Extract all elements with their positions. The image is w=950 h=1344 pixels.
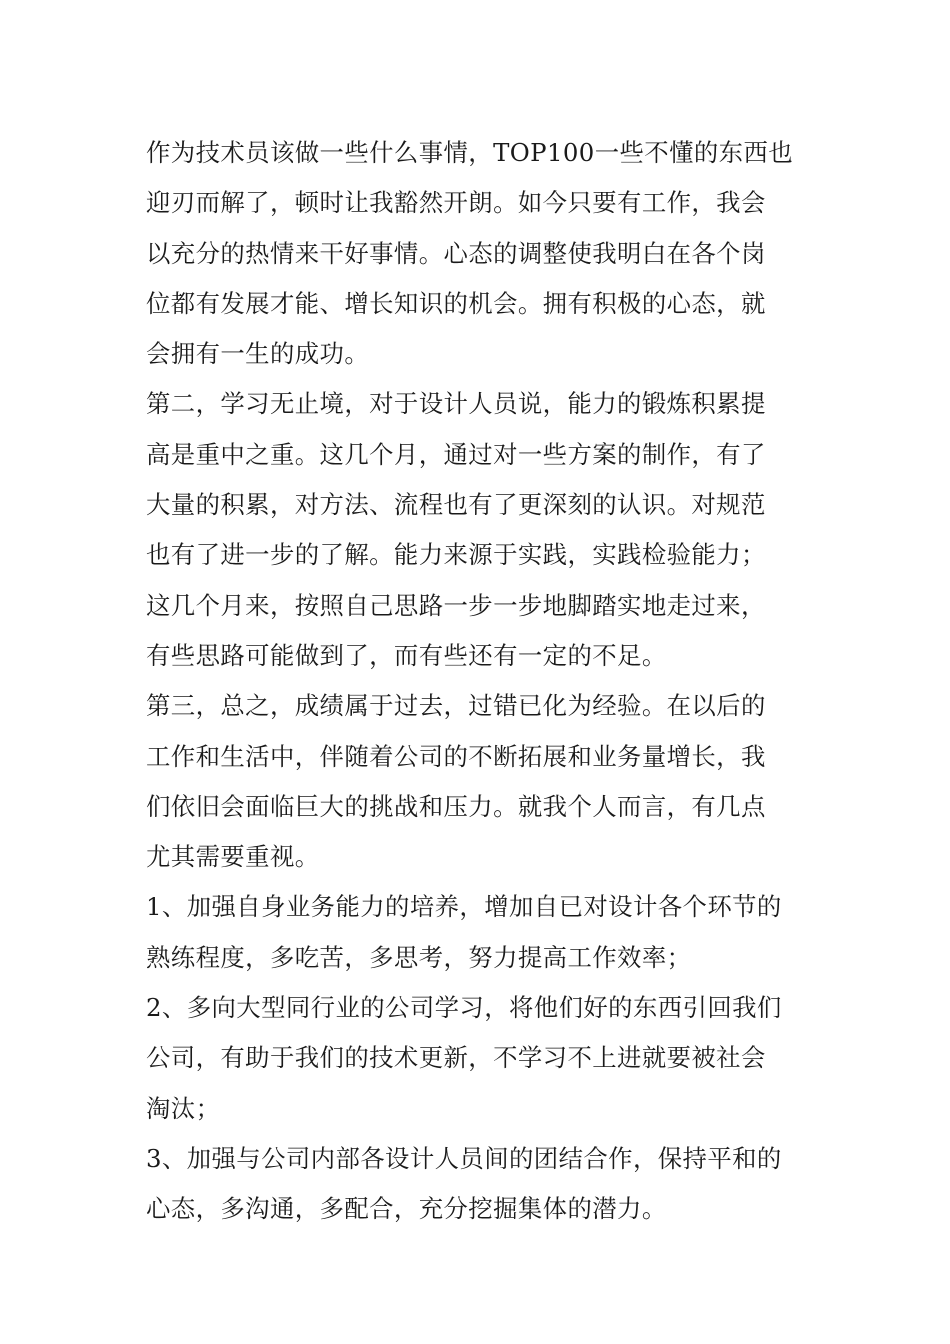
text-line: 第三，总之，成绩属于过去，过错已化为经验。在以后的	[146, 691, 766, 721]
text-line: 这几个月来，按照自己思路一步一步地脚踏实地走过来，	[146, 590, 766, 620]
text-line: 工作和生活中，伴随着公司的不断拓展和业务量增长，我	[146, 741, 766, 771]
text-line: 1、加强自身业务能力的培养，增加自已对设计各个环节的	[146, 892, 782, 922]
text-line: 大量的积累，对方法、流程也有了更深刻的认识。对规范	[146, 490, 766, 520]
text-line: 们依旧会面临巨大的挑战和压力。就我个人而言，有几点	[146, 791, 766, 821]
document-body	[146, 128, 810, 1235]
paragraph-second	[146, 379, 810, 681]
text-line: 熟练程度，多吃苦，多思考，努力提高工作效率；	[146, 942, 692, 972]
list-item-1	[146, 882, 810, 983]
text-line: 有些思路可能做到了，而有些还有一定的不足。	[146, 640, 667, 670]
text-line: 会拥有一生的成功。	[146, 339, 370, 369]
list-item-3	[146, 1134, 810, 1235]
paragraph-mindset	[146, 128, 810, 379]
text-line: 淘汰；	[146, 1093, 221, 1123]
text-line: 以充分的热情来干好事情。心态的调整使我明白在各个岗	[146, 238, 766, 268]
text-line: 第二，学习无止境，对于设计人员说，能力的锻炼积累提	[146, 389, 766, 419]
text-line: 心态，多沟通，多配合，充分挖掘集体的潜力。	[146, 1194, 667, 1224]
text-line: 作为技术员该做一些什么事情，TOP100一些不懂的东西也	[146, 138, 794, 167]
text-line: 2、多向大型同行业的公司学习，将他们好的东西引回我们	[146, 993, 782, 1023]
text-line: 位都有发展才能、增长知识的机会。拥有积极的心态，就	[146, 288, 766, 318]
text-line: 尤其需要重视。	[146, 842, 320, 872]
text-line: 也有了进一步的了解。能力来源于实践，实践检验能力；	[146, 540, 766, 570]
text-line: 公司，有助于我们的技术更新，不学习不上进就要被社会	[146, 1043, 766, 1073]
text-line: 迎刃而解了，顿时让我豁然开朗。如今只要有工作，我会	[146, 188, 766, 218]
list-item-2	[146, 983, 810, 1134]
text-line: 3、加强与公司内部各设计人员间的团结合作，保持平和的	[146, 1143, 782, 1173]
paragraph-third	[146, 681, 810, 882]
text-line: 高是重中之重。这几个月，通过对一些方案的制作，有了	[146, 439, 766, 469]
